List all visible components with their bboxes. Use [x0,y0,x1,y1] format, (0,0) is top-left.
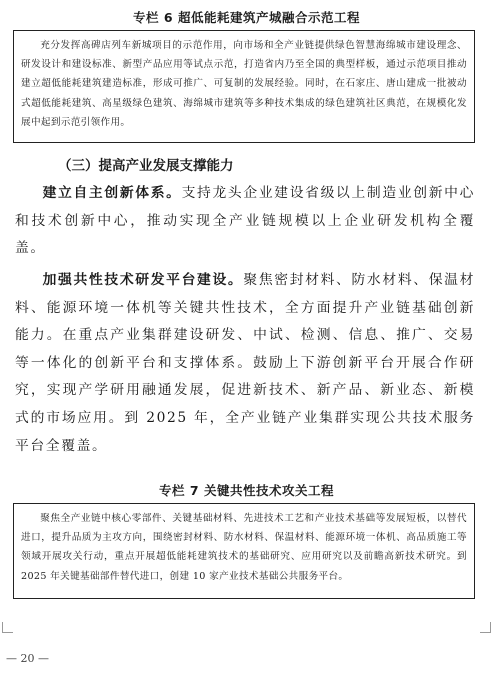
box2-text: 聚焦全产业链中核心零部件、关键基础材料、先进技术工艺和产业技术基础等发展短板，以替代进口，提升品质为主攻方向，围绕密封材料、防水材料、保温材料、能源环境一体机、高品质施工等领域开展攻关行动，重点开展超低能耗建筑技术的基础研究、应用研究以及前瞻高新技术研究。到 2025 年关键基础部件替代进口，创建 10 家产业技术基础公共服务平台。 [21,513,467,582]
paragraph-innovation-system [15,180,475,263]
box1-text: 充分发挥高碑店列车新城项目的示范作用，向市场和全产业链提供绿色智慧海绵城市建设理念、研发设计和建设标准、新型产品应用等试点示范，打造省内乃至全国的典型样板，通过示范项目推动建立超低能耗建筑建造标准，形成可推广、可复制的发展经验。同时，在石家庄、唐山建成一批被动式超低能耗建筑、高星级绿色建筑、海绵城市建筑等多种技术集成的绿色建筑社区典范，在规模化发展中起到示范引领作用。 [21,40,467,128]
box2-frame [13,503,475,599]
page-number: — 20 — [6,652,49,665]
paragraph-common-tech-platform-lead: 加强共性技术研发平台建设。 [42,272,244,288]
section-heading: （三）提高产业发展支撑能力 [58,158,234,174]
paragraph-common-tech-platform [15,267,475,460]
paragraph-innovation-system-lead: 建立自主创新体系。 [42,185,182,201]
box2-title: 专栏 7 关键共性技术攻关工程 [159,483,334,498]
crop-mark-right [480,622,491,633]
paragraph-innovation-system-body: 支持龙头企业建设省级以上制造业创新中心和技术创新中心，推动实现全产业链规模以上企业研发机构全覆盖。 [15,185,475,257]
box1-frame [13,30,475,143]
crop-mark-left [2,622,13,633]
box1-title: 专栏 6 超低能耗建筑产城融合示范工程 [133,10,360,25]
paragraph-common-tech-platform-body: 聚焦密封材料、防水材料、保温材料、能源环境一体机等关键共性技术，全方面提升产业链基础创新能力。在重点产业集群建设研发、中试、检测、信息、推广、交易等一体化的创新平台和支撑体系。鼓励上下游创新平台开展合作研究，实现产学研用融通发展，促进新技术、新产品、新业态、新模式的市场应用。到 2025 年，全产业链产业集群实现公共技术服务平台全覆盖。 [15,272,475,454]
